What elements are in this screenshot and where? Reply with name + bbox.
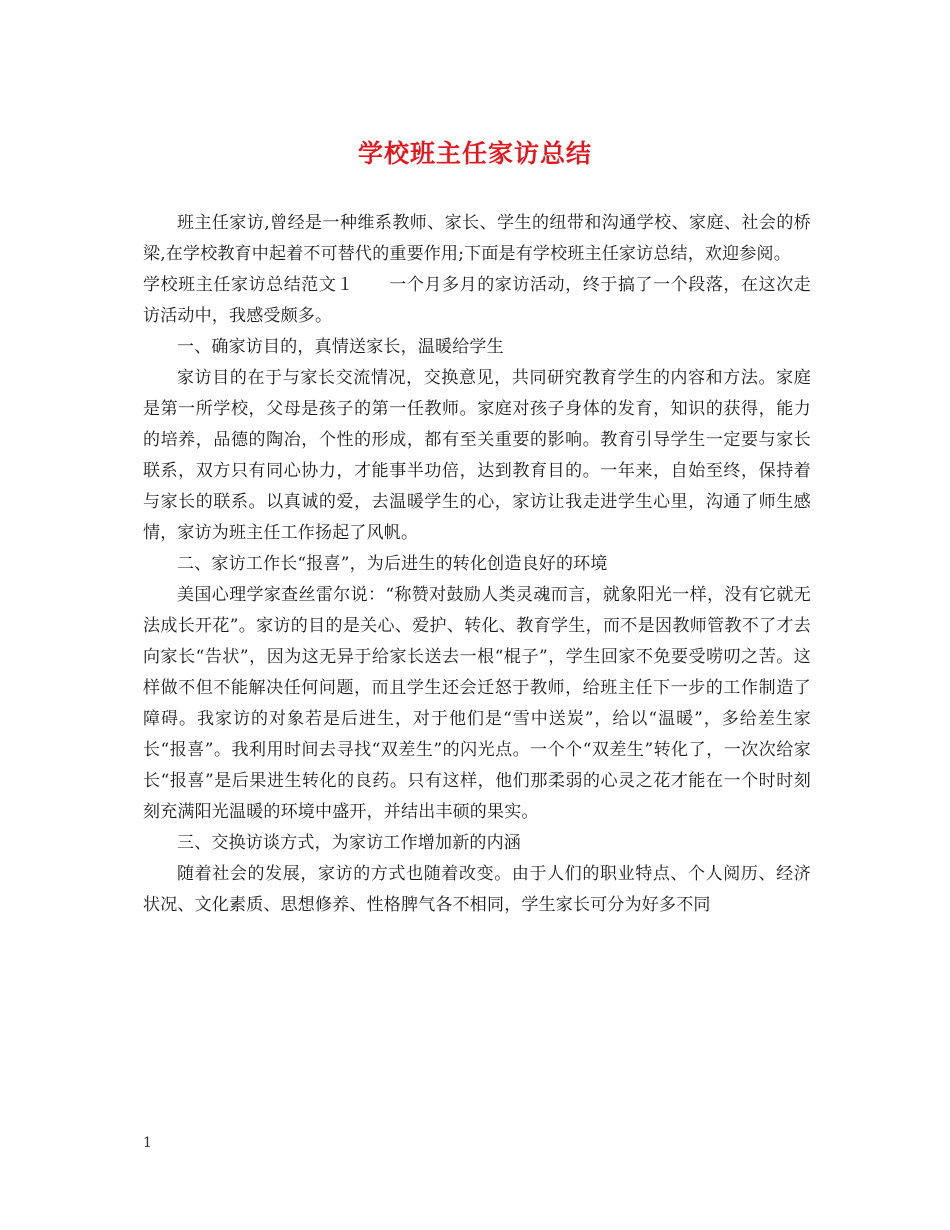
document-body	[143, 208, 811, 921]
paragraph-section-3: 随着社会的发展，家访的方式也随着改变。由于人们的职业特点、个人阅历、经济状况、文化素质、思想修养、性格脾气各不相同，学生家长可分为好多不同	[143, 864, 811, 915]
page-number: 1	[143, 1135, 152, 1151]
section-heading-1: 一、确家访目的，真情送家长，温暖给学生	[177, 337, 504, 357]
paragraph-sample-1: 学校班主任家访总结范文１ 一个月多月的家访活动，终于搞了一个段落，在这次走访活动中，我感受颇多。	[143, 275, 811, 326]
paragraph-section-1: 家访目的在于与家长交流情况，交换意见，共同研究教育学生的内容和方法。家庭是第一所学校，父母是孩子的第一任教师。家庭对孩子身体的发育，知识的获得，能力的培养，品德的陶冶，个性的形成，都有至关重要的影响。教育引导学生一定要与家长联系，双方只有同心协力，才能事半功倍，达到教育目的。一年来，自始至终，保持着与家长的联系。以真诚的爱，去温暖学生的心，家访让我走进学生心里，沟通了师生感情，家访为班主任工作扬起了风帆。	[143, 368, 811, 543]
paragraph-intro: 班主任家访,曾经是一种维系教师、家长、学生的纽带和沟通学校、家庭、社会的桥梁,在学校教育中起着不可替代的重要作用;下面是有学校班主任家访总结，欢迎参阅。	[143, 213, 811, 264]
section-heading-3: 三、交换访谈方式，为家访工作增加新的内涵	[177, 833, 521, 853]
section-heading-2: 二、家访工作长“报喜”，为后进生的转化创造良好的环境	[177, 554, 608, 574]
document-title: 学校班主任家访总结	[357, 139, 592, 168]
paragraph-section-2: 美国心理学家查丝雷尔说：“称赞对鼓励人类灵魂而言，就象阳光一样，没有它就无法成长开花”。家访的目的是关心、爱护、转化、教育学生，而不是因教师管教不了才去向家长“告状”，因为这无异于给家长送去一根“棍子”，学生回家不免要受唠叨之苦。这样做不但不能解决任何问题，而且学生还会迁怒于教师，给班主任下一步的工作制造了障碍。我家访的对象若是后进生，对于他们是“雪中送炭”，给以“温暖”，多给差生家长“报喜”。我利用时间去寻找“双差生”的闪光点。一个个“双差生”转化了，一次次给家长“报喜”是后果进生转化的良药。只有这样，他们那柔弱的心灵之花才能在一个时时刻刻充满阳光温暖的环境中盛开，并结出丰硕的果实。	[143, 585, 811, 822]
